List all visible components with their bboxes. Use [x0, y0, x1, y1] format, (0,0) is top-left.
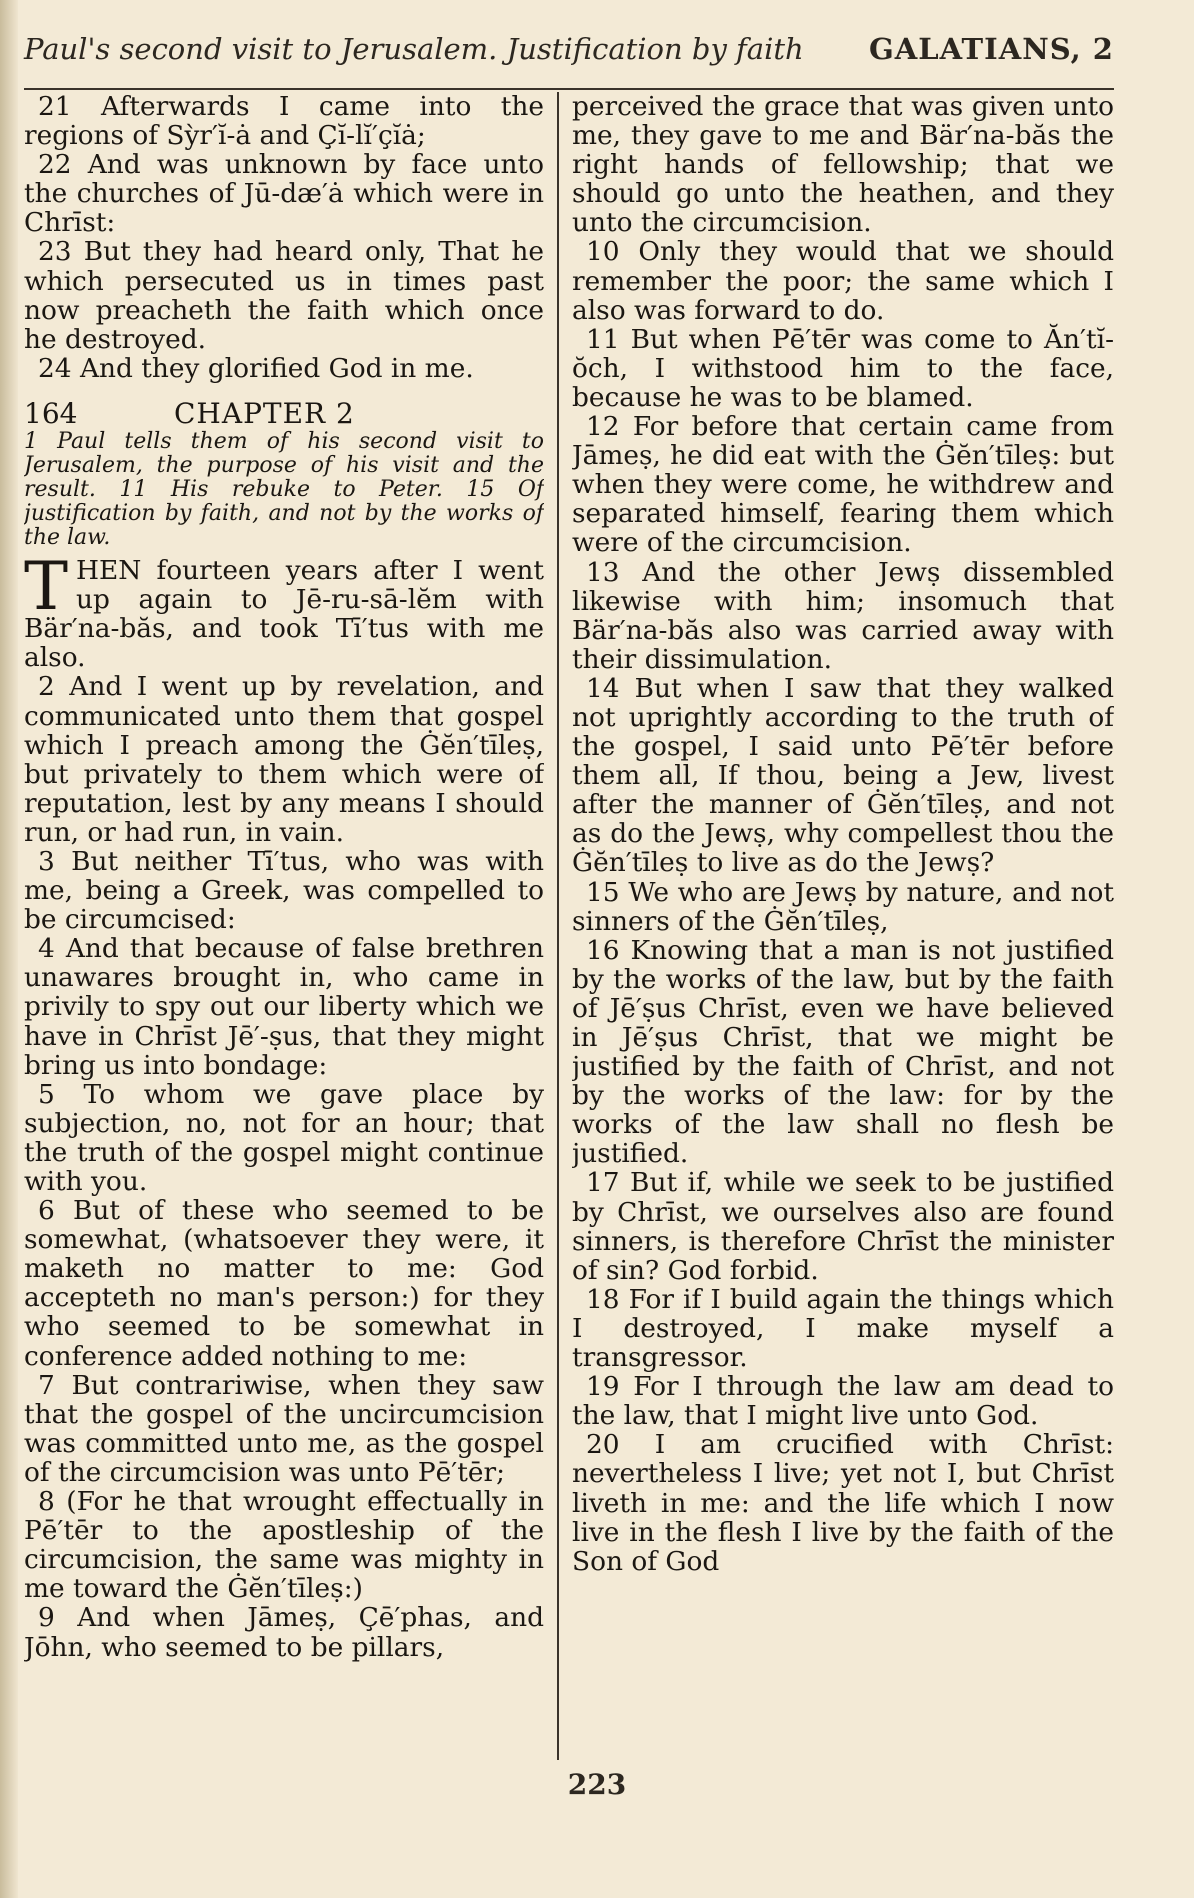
running-header — [24, 22, 1114, 90]
verse: 11 But when Pē′tēr was come to Ăn′tĭ-ŏch, I withstood him to the face, because he was to be blamed. — [572, 323, 1114, 413]
verse: 20 I am crucified with Chrīst: nevertheless I live; yet not I, but Chrīst liveth in me: and the life which I now live in the flesh I live by the faith of the Son of God — [572, 1429, 1114, 1577]
verse: 15 We who are Jewṣ by nature, and not sinners of the Ġĕn′tīleṣ, — [572, 876, 1114, 937]
verse: 9 And when Jāmeṣ, Çē′phas, and Jōhn, who seemed to be pillars, — [24, 1602, 544, 1663]
verse: 7 But contrariwise, when they saw that the gospel of the uncircumcision was committed unto me, as the gospel of the circumcision was unto Pē′tēr; — [24, 1369, 544, 1488]
verse: 18 For if I build again the things which I destroyed, I make myself a transgressor. — [572, 1283, 1114, 1374]
header-book-chapter: GALATIANS, 2 — [868, 32, 1114, 66]
chapter-title: CHAPTER 2 — [174, 396, 355, 430]
column-divider — [557, 92, 559, 1760]
chapter-opening-verse — [24, 548, 544, 674]
verse: 24 And they glorified God in me. — [38, 352, 474, 384]
verse: 13 And the other Jewṣ dissembled likewise with him; insomuch that Bär′na-băs also was carried away with their dissimulation. — [572, 556, 1114, 675]
verse: 12 For before that certain came from Jāmeṣ, he did eat with the Ġĕn′tīleṣ: but when they were come, he withdrew and separated himself, fearing them which were of the circumcision. — [572, 411, 1114, 559]
verse: 21 Afterwards I came into the regions of Sỳr′ĭ-ȧ and Çĭ-lĭ′çĭȧ; — [24, 92, 544, 152]
verse: 5 To whom we gave place by subjection, no, not for an hour; that the truth of the gospel might continue with you. — [24, 1078, 544, 1197]
verse: 8 (For he that wrought effectually in Pē′tēr to the apostleship of the circumcision, the same was mighty in me toward the Ġĕn′tīleṣ:) — [24, 1486, 544, 1605]
chapter-reference-number: 164 — [24, 396, 78, 430]
left-column — [24, 92, 544, 1752]
header-topic: Paul's second visit to Jerusalem. Justification by faith — [24, 32, 804, 66]
verse: 19 For I through the law am dead to the law, that I might live unto God. — [572, 1371, 1114, 1432]
chapter-heading — [24, 396, 544, 430]
page-spine-shadow — [0, 0, 18, 1898]
verse: 3 But neither Tī′tus, who was with me, being a Greek, was compelled to be circumcised: — [24, 845, 544, 936]
page-number: 223 — [567, 1768, 627, 1801]
chapter-summary: 1 Paul tells them of his second visit to Jerusalem, the purpose of his visit and the result. 11 His rebuke to Peter. 15 Of justification by faith, and not by the works of the law. — [24, 429, 544, 551]
verse: 22 And was unknown by face unto the churches of Jū-dæ′ȧ which were in Chrīst: — [24, 149, 544, 239]
verse: 4 And that because of false brethren unawares brought in, who came in privily to spy out our liberty which we have in Chrīst Jē′-ṣus, that they might bring us into bondage: — [24, 933, 544, 1081]
verse-continuation: perceived the grace that was given unto me, they gave to me and Bär′na-băs the right hands of fellowship; that we should go unto the heathen, and they unto the circumcision. — [572, 92, 1114, 239]
verse: 14 But when I saw that they walked not uprightly according to the truth of the gospel, I said unto Pē′tēr before them all, If thou, being a Jew, livest after the manner of Ġĕn′tīleṣ, and not as do the Jewṣ, why compellest thou the Ġĕn′tīleṣ to live as do the Jewṣ? — [572, 672, 1114, 879]
verse: 10 Only they would that we should remember the poor; the same which I also was forward to do. — [572, 236, 1114, 326]
verse: 23 But they had heard only, That he which persecuted us in times past now preacheth the faith which once he destroyed. — [24, 236, 544, 355]
drop-cap: T — [24, 548, 69, 626]
right-column — [572, 92, 1114, 1752]
verse: 16 Knowing that a man is not justified by the works of the law, but by the faith of Jē′ṣus Chrīst, even we have believed in Jē′ṣus Chrīst, that we might be justified by the faith of Chrīst, and not by the works of the law: for by the works of the law shall no flesh be justified. — [572, 934, 1114, 1170]
verse: 17 But if, while we seek to be justified by Chrīst, we ourselves also are found sinners, is therefore Chrīst the minister of sin? God forbid. — [572, 1167, 1114, 1286]
opening-text: HEN fourteen years after I went up again to Jē-ru-sā-lĕm with Bär′na-băs, and took Tī′tus with me also. — [24, 555, 544, 674]
verse: 6 But of these who seemed to be somewhat, (whatsoever they were, it maketh no matter to me: God accepteth no man's person:) for they who seemed to be somewhat in conference added nothing to me: — [24, 1195, 544, 1372]
verse: 2 And I went up by revelation, and communicated unto them that gospel which I preach among the Ġĕn′tīleṣ, but privately to them which were of reputation, lest by any means I should run, or had run, in vain. — [24, 671, 544, 848]
